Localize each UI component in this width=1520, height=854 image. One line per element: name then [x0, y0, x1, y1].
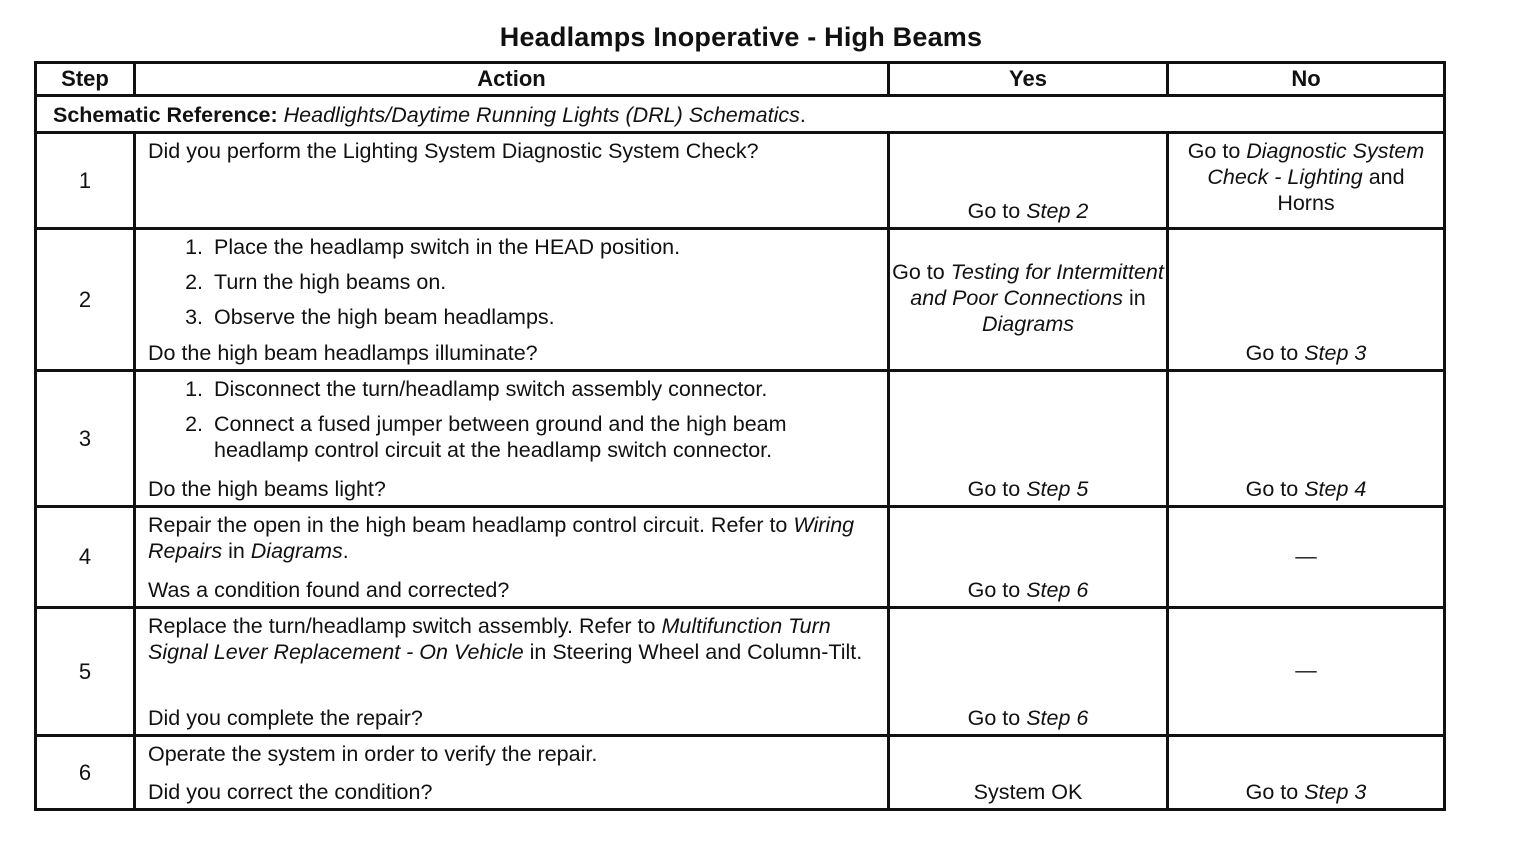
- table-row: [36, 507, 1445, 608]
- yes-link[interactable]: Testing for Intermittent and Poor Connections: [910, 260, 1164, 310]
- list-item-text: Place the headlamp switch in the HEAD position.: [214, 235, 681, 259]
- no-link[interactable]: Step 3: [1304, 341, 1367, 365]
- header-no: No: [1168, 63, 1445, 96]
- list-item-number: 2.: [185, 412, 203, 436]
- yes-cell: [889, 736, 1168, 810]
- schematic-reference-label: Schematic Reference:: [53, 103, 278, 127]
- no-cell: [1168, 608, 1445, 736]
- schematic-reference-link[interactable]: Headlights/Daytime Running Lights (DRL) Schematics: [283, 103, 800, 127]
- header-yes: Yes: [889, 63, 1168, 96]
- no-prefix: Go to: [1245, 477, 1305, 501]
- no-cell: [1168, 229, 1445, 371]
- yes-middle: in: [1123, 286, 1146, 310]
- no-dash: —: [1295, 658, 1317, 682]
- yes-text: System OK: [973, 780, 1083, 804]
- action-text: Replace the turn/headlamp switch assembly. Refer to: [148, 614, 662, 638]
- yes-prefix: Go to: [892, 260, 951, 284]
- yes-link-2[interactable]: Diagrams: [982, 312, 1074, 336]
- no-middle: and: [1362, 165, 1405, 189]
- yes-cell: [889, 608, 1168, 736]
- action-link[interactable]: Wiring Repairs: [148, 513, 855, 563]
- step-number: 4: [36, 507, 135, 608]
- yes-link[interactable]: Step 2: [1026, 199, 1089, 223]
- yes-prefix: Go to: [967, 477, 1027, 501]
- action-text: in Steering Wheel and Column-Tilt.: [523, 640, 863, 664]
- list-item-number: 3.: [185, 305, 203, 329]
- list-item-number: 1.: [185, 235, 203, 259]
- action-question: Do the high beam headlamps illuminate?: [148, 341, 538, 365]
- no-link[interactable]: Step 3: [1304, 780, 1367, 804]
- list-item-text: Observe the high beam headlamps.: [214, 305, 555, 329]
- action-paragraph: [148, 512, 875, 564]
- action-text: Repair the open in the high beam headlamp control circuit. Refer to: [148, 513, 794, 537]
- yes-cell: [889, 507, 1168, 608]
- header-step: Step: [36, 63, 135, 96]
- header-row: [36, 63, 1445, 96]
- action-paragraph: [148, 613, 875, 665]
- list-item-text: Disconnect the turn/headlamp switch assembly connector.: [214, 377, 768, 401]
- yes-link[interactable]: Step 5: [1026, 477, 1089, 501]
- action-text: .: [342, 539, 349, 563]
- no-link[interactable]: Diagnostic System Check - Lighting: [1207, 139, 1425, 189]
- schematic-reference: [36, 96, 1445, 133]
- table-row: [36, 229, 1445, 371]
- action-cell: [135, 371, 889, 507]
- table-row: [36, 371, 1445, 507]
- list-item-number: 1.: [185, 377, 203, 401]
- step-number: 2: [36, 229, 135, 371]
- step-number: 3: [36, 371, 135, 507]
- table-row: [36, 736, 1445, 810]
- yes-cell: [889, 133, 1168, 229]
- step-number: 1: [36, 133, 135, 229]
- schematic-reference-suffix: .: [799, 103, 806, 127]
- action-link[interactable]: Multifunction Turn Signal Lever Replacement - On Vehicle: [148, 614, 831, 664]
- yes-cell: [889, 229, 1168, 371]
- no-prefix: Go to: [1245, 341, 1305, 365]
- action-text: in: [222, 539, 251, 563]
- list-item-text: Connect a fused jumper between ground and the high beam headlamp control circuit at the headlamp switch connector.: [214, 412, 787, 462]
- yes-prefix: Go to: [967, 578, 1027, 602]
- action-question: Did you correct the condition?: [148, 780, 433, 804]
- yes-link[interactable]: Step 6: [1026, 706, 1089, 730]
- no-dash: —: [1295, 543, 1317, 568]
- list-item: [148, 234, 875, 260]
- no-prefix: Go to: [1245, 780, 1305, 804]
- table-row: [36, 608, 1445, 736]
- yes-link[interactable]: Step 6: [1026, 578, 1089, 602]
- yes-prefix: Go to: [967, 706, 1027, 730]
- no-prefix: Go to: [1187, 139, 1247, 163]
- step-number: 5: [36, 608, 135, 736]
- action-cell: [135, 608, 889, 736]
- table-row: [36, 133, 1445, 229]
- step-number: 6: [36, 736, 135, 810]
- action-list: [148, 372, 875, 463]
- action-question: Do the high beams light?: [148, 477, 386, 501]
- yes-cell: [889, 371, 1168, 507]
- diagnostic-table: [34, 61, 1446, 811]
- no-cell: [1168, 371, 1445, 507]
- no-cell: [1168, 736, 1445, 810]
- action-cell: [135, 133, 889, 229]
- list-item: [148, 304, 875, 330]
- no-tail: Horns: [1277, 191, 1335, 215]
- list-item: [148, 411, 875, 463]
- no-cell: [1168, 133, 1445, 229]
- list-item: [148, 269, 875, 295]
- action-question: Was a condition found and corrected?: [148, 578, 510, 602]
- list-item-number: 2.: [185, 270, 203, 294]
- no-link[interactable]: Step 4: [1304, 477, 1367, 501]
- header-action: Action: [135, 63, 889, 96]
- action-cell: [135, 507, 889, 608]
- action-list: [148, 230, 875, 330]
- no-cell: [1168, 507, 1445, 608]
- list-item: [148, 376, 875, 402]
- yes-prefix: Go to: [967, 199, 1027, 223]
- action-question: Did you complete the repair?: [148, 706, 423, 730]
- action-text: Operate the system in order to verify the repair.: [148, 742, 598, 766]
- action-link[interactable]: Diagrams: [250, 539, 343, 563]
- action-cell: [135, 736, 889, 810]
- action-cell: [135, 229, 889, 371]
- document-title: Headlamps Inoperative - High Beams: [499, 22, 983, 52]
- schematic-reference-row: [36, 96, 1445, 133]
- action-text: Did you perform the Lighting System Diagnostic System Check?: [148, 139, 759, 163]
- list-item-text: Turn the high beams on.: [214, 270, 447, 294]
